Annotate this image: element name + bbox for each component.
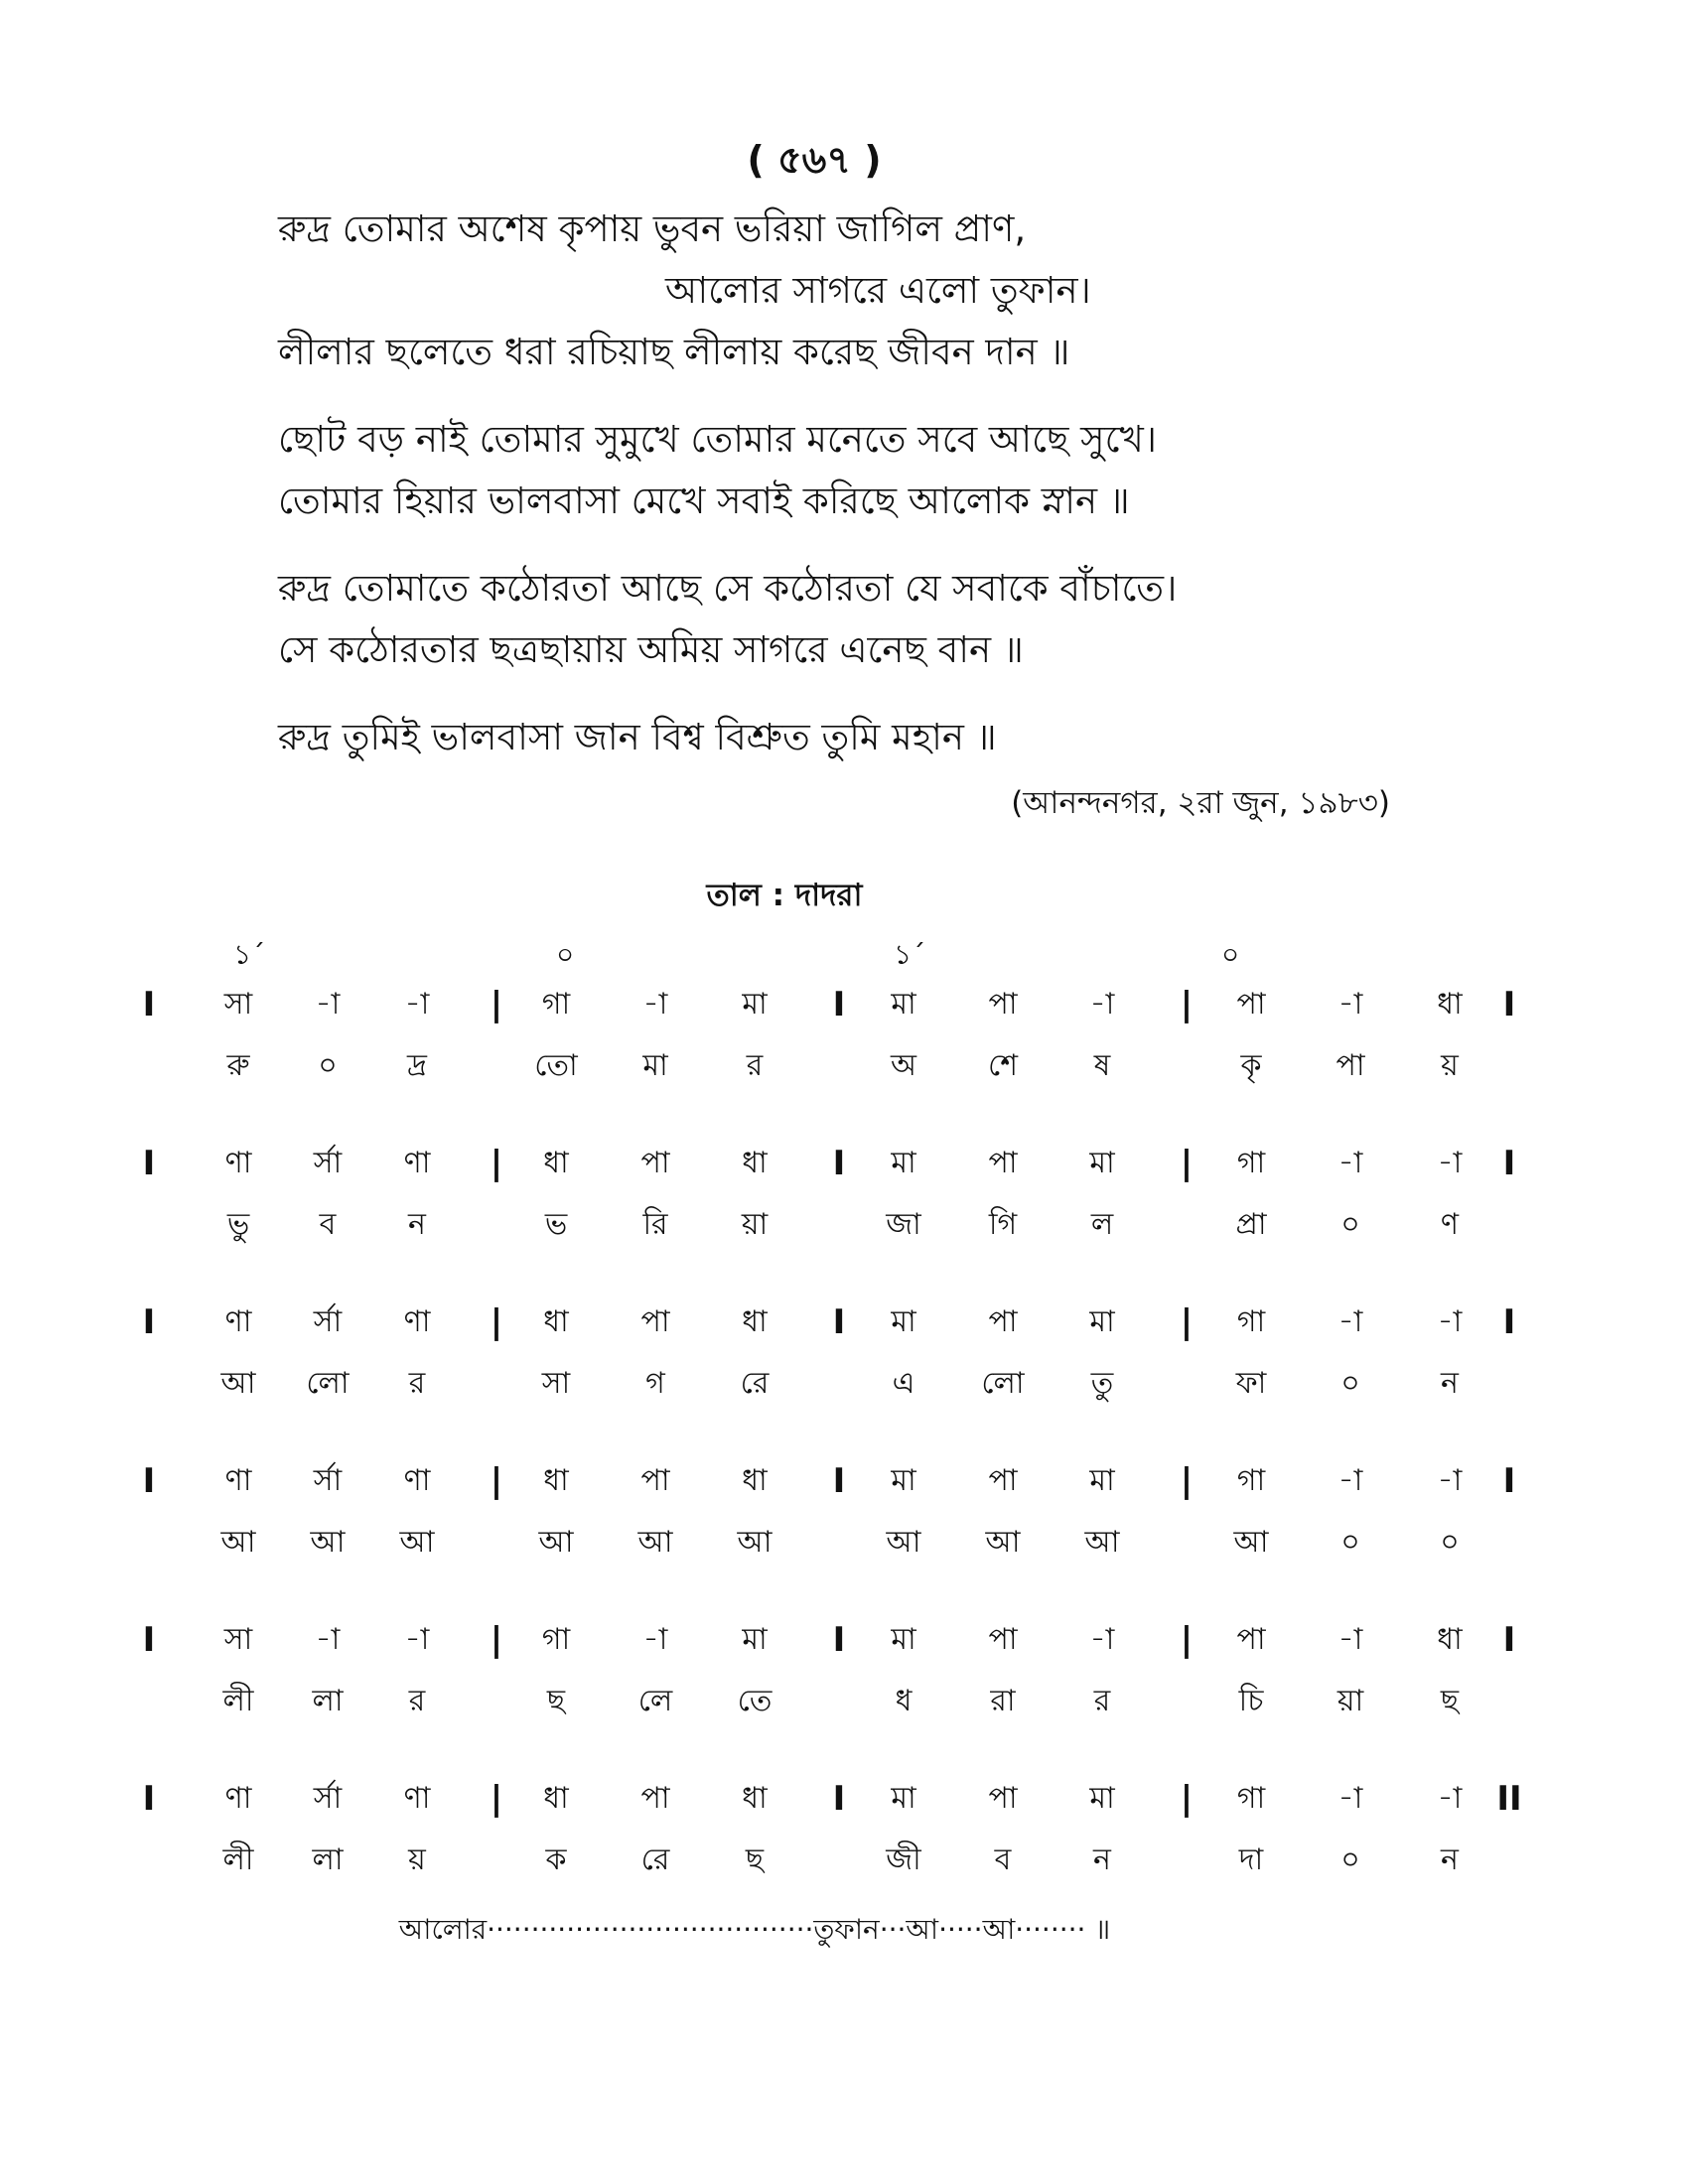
bar-line: I: [142, 1302, 156, 1342]
notation-table: [0, 983, 1688, 1936]
swara-note: ধা: [543, 1781, 569, 1816]
lyric-syllable: গি: [988, 1207, 1018, 1242]
notation-row: [0, 1142, 1688, 1300]
swara-note: -া: [315, 1622, 341, 1657]
lyric-syllable: আ: [538, 1525, 574, 1560]
beat-marks: [0, 933, 1688, 973]
lyric-syllable: ন: [408, 1207, 426, 1242]
lyric-syllable: চি: [1238, 1684, 1264, 1718]
lyric-syllable: য়: [408, 1843, 426, 1877]
lyric-syllable: গ: [645, 1366, 665, 1401]
swara-note: -া: [1089, 987, 1115, 1022]
notation-row: [0, 1618, 1688, 1777]
bar-line: I: [832, 1302, 846, 1342]
swara-note: -া: [1337, 987, 1363, 1022]
lyric-syllable: লে: [637, 1684, 673, 1718]
lyric-syllable: র: [408, 1366, 426, 1401]
bar-line: |: [490, 1461, 503, 1501]
lyric-syllable: দা: [1238, 1843, 1264, 1877]
page-number: ( ৫৬৭ ): [747, 138, 882, 182]
swara-note: -া: [1337, 1146, 1363, 1180]
bar-line: |: [1180, 1302, 1194, 1342]
swara-note: -া: [404, 987, 430, 1022]
swara-note: -া: [1437, 1304, 1463, 1339]
bar-line: I: [142, 985, 156, 1024]
lyric-syllable: আ: [985, 1525, 1021, 1560]
lyric-syllable: ল: [1090, 1207, 1114, 1242]
swara-note: মা: [742, 1622, 768, 1657]
swara-note: মা: [742, 987, 768, 1022]
lyric-line: আলোর সাগরে এলো তুফান।: [665, 269, 1091, 312]
swara-note: মা: [1089, 1146, 1115, 1180]
swara-note: মা: [1089, 1304, 1115, 1339]
lyric-syllable: র: [746, 1048, 764, 1083]
swara-note: মা: [891, 1146, 916, 1180]
lyric-syllable: আ: [399, 1525, 435, 1560]
beat-mark: ০: [1221, 938, 1240, 971]
lyric-syllable: আ: [1233, 1525, 1269, 1560]
lyric-syllable: লী: [222, 1684, 254, 1718]
lyric-syllable: ফা: [1235, 1366, 1267, 1401]
swara-note: পা: [988, 1463, 1018, 1498]
bar-line: |: [1180, 1779, 1194, 1819]
bar-line: I: [1502, 985, 1516, 1024]
lyric-syllable: ন: [1441, 1366, 1459, 1401]
bar-line: |: [490, 1302, 503, 1342]
swara-note: -া: [1337, 1304, 1363, 1339]
lyric-syllable: ণ: [1440, 1207, 1460, 1242]
swara-note: -া: [1437, 1146, 1463, 1180]
notation-row: [0, 1300, 1688, 1459]
lyric-syllable: রা: [990, 1684, 1016, 1718]
bar-line: I: [832, 1779, 846, 1819]
notation-row: [0, 983, 1688, 1142]
lyric-syllable: ষ: [1093, 1048, 1111, 1083]
lyric-syllable: ক: [545, 1843, 567, 1877]
lyric-syllable: ০: [318, 1048, 338, 1083]
bar-line: |: [1180, 1620, 1194, 1660]
swara-note: ণা: [403, 1304, 431, 1339]
swara-note: -া: [642, 987, 668, 1022]
lyric-syllable: ছ: [1440, 1684, 1460, 1718]
bar-line: |: [490, 1620, 503, 1660]
lyric-syllable: ছ: [745, 1843, 765, 1877]
lyric-line: লীলার ছলেতে ধরা রচিয়াছ লীলায় করেছ জীবন দান ॥: [278, 331, 1070, 373]
swara-note: ধা: [543, 1463, 569, 1498]
lyric-syllable: লা: [312, 1843, 344, 1877]
notation-row: [0, 1459, 1688, 1618]
swara-note: -া: [1337, 1463, 1363, 1498]
swara-note: পা: [640, 1146, 670, 1180]
swara-note: গা: [541, 1622, 571, 1657]
swara-note: পা: [988, 1622, 1018, 1657]
bar-line: I: [1502, 1302, 1516, 1342]
swara-note: -া: [1337, 1622, 1363, 1657]
swara-note: পা: [1236, 1622, 1266, 1657]
lyric-syllable: অ: [891, 1048, 916, 1083]
swara-note: ধা: [543, 1146, 569, 1180]
lyric-syllable: মা: [642, 1048, 668, 1083]
lyric-line: তোমার হিয়ার ভালবাসা মেখে সবাই করিছে আলোক স্নান ॥: [278, 479, 1130, 522]
swara-note: গা: [1236, 1146, 1266, 1180]
swara-note: পা: [988, 1304, 1018, 1339]
lyric-syllable: আ: [637, 1525, 673, 1560]
bar-line: I: [142, 1779, 156, 1819]
lyric-syllable: তো: [534, 1048, 578, 1083]
lyric-syllable: রে: [740, 1366, 770, 1401]
lyric-syllable: র: [1093, 1684, 1111, 1718]
place-date: (আনন্দনগর, ২রা জুন, ১৯৮৩): [1011, 785, 1390, 821]
lyric-syllable: আ: [886, 1525, 921, 1560]
swara-note: ণা: [403, 1146, 431, 1180]
lyric-line: রুদ্র তোমাতে কঠোরতা আছে সে কঠোরতা যে সবাকে বাঁচাতে।: [278, 567, 1178, 610]
swara-note: -া: [1337, 1781, 1363, 1816]
bar-line: I: [1502, 1461, 1516, 1501]
swara-note: মা: [891, 987, 916, 1022]
bar-line: |: [1180, 1461, 1194, 1501]
stanza: [278, 409, 1450, 532]
swara-note: ধা: [1437, 987, 1463, 1022]
bar-line: I: [832, 1144, 846, 1183]
swara-note: -া: [1437, 1781, 1463, 1816]
beat-mark: ১´: [233, 938, 266, 971]
bar-line: I: [142, 1620, 156, 1660]
swara-note: গা: [1236, 1781, 1266, 1816]
lyric-line: রুদ্র তোমার অশেষ কৃপায় ভুবন ভরিয়া জাগিল প্রাণ,: [278, 207, 1027, 250]
beat-mark: ০: [556, 938, 575, 971]
swara-note: পা: [640, 1463, 670, 1498]
lyric-syllable: লা: [312, 1684, 344, 1718]
swara-note: ধা: [742, 1463, 768, 1498]
lyric-syllable: ছ: [546, 1684, 566, 1718]
lyric-syllable: ধ: [895, 1684, 913, 1718]
swara-note: সা: [223, 987, 253, 1022]
lyric-line: সে কঠোরতার ছত্রছায়ায় অমিয় সাগরে এনেছ বান ॥: [278, 628, 1024, 671]
stanza: [278, 558, 1450, 681]
lyric-syllable: য়া: [1336, 1684, 1364, 1718]
bar-line: I: [832, 985, 846, 1024]
bar-line: I: [1502, 1144, 1516, 1183]
bar-line: I: [142, 1461, 156, 1501]
swara-note: পা: [988, 1781, 1018, 1816]
lyric-syllable: এ: [892, 1366, 915, 1401]
swara-note: ণা: [403, 1781, 431, 1816]
lyric-syllable: লী: [222, 1843, 254, 1877]
stanza: [278, 707, 1450, 768]
footer-refrain: আলোর·····································তুফান···আ·····আ········ ॥: [398, 1913, 1111, 1946]
lyrics-block: [278, 199, 1450, 794]
lyric-syllable: র: [408, 1684, 426, 1718]
lyric-syllable: রে: [640, 1843, 670, 1877]
lyric-syllable: শে: [988, 1048, 1018, 1083]
swara-note: গা: [1236, 1463, 1266, 1498]
lyric-syllable: আ: [737, 1525, 773, 1560]
swara-note: -া: [1089, 1622, 1115, 1657]
swara-note: ধা: [742, 1781, 768, 1816]
lyric-syllable: ০: [1340, 1525, 1360, 1560]
lyric-syllable: আ: [310, 1525, 346, 1560]
bar-line: I: [1502, 1620, 1516, 1660]
lyric-syllable: ন: [1441, 1843, 1459, 1877]
swara-note: র্সা: [313, 1463, 343, 1498]
swara-note: গা: [541, 987, 571, 1022]
lyric-syllable: ০: [1340, 1366, 1360, 1401]
stanza: [278, 199, 1450, 383]
lyric-syllable: ০: [1340, 1843, 1360, 1877]
lyric-syllable: য়া: [741, 1207, 769, 1242]
swara-note: মা: [1089, 1463, 1115, 1498]
lyric-syllable: ব: [994, 1843, 1012, 1877]
bar-line: |: [1180, 1144, 1194, 1183]
lyric-syllable: লো: [981, 1366, 1025, 1401]
lyric-syllable: সা: [541, 1366, 571, 1401]
lyric-syllable: জী: [886, 1843, 921, 1877]
swara-note: গা: [1236, 1304, 1266, 1339]
swara-note: পা: [640, 1781, 670, 1816]
swara-note: র্সা: [313, 1146, 343, 1180]
lyric-syllable: ব: [319, 1207, 337, 1242]
swara-note: মা: [891, 1622, 916, 1657]
lyric-syllable: রি: [642, 1207, 668, 1242]
lyric-syllable: ভু: [226, 1207, 250, 1242]
swara-note: মা: [891, 1781, 916, 1816]
lyric-syllable: তু: [1090, 1366, 1114, 1401]
lyric-syllable: পা: [1336, 1048, 1365, 1083]
swara-note: র্সা: [313, 1304, 343, 1339]
swara-note: মা: [891, 1463, 916, 1498]
swara-note: সা: [223, 1622, 253, 1657]
lyric-syllable: ০: [1440, 1525, 1460, 1560]
tala-label: তাল : দাদরা: [706, 878, 863, 913]
lyric-syllable: কৃ: [1240, 1048, 1262, 1083]
bar-line: II: [1496, 1779, 1522, 1819]
beat-mark: ১´: [894, 938, 926, 971]
lyric-syllable: ন: [1093, 1843, 1111, 1877]
bar-line: |: [490, 1779, 503, 1819]
swara-note: মা: [1089, 1781, 1115, 1816]
lyric-syllable: আ: [220, 1366, 256, 1401]
lyric-syllable: য়: [1441, 1048, 1459, 1083]
swara-note: র্সা: [313, 1781, 343, 1816]
bar-line: |: [490, 985, 503, 1024]
swara-note: মা: [891, 1304, 916, 1339]
lyric-syllable: রু: [226, 1048, 250, 1083]
swara-note: পা: [640, 1304, 670, 1339]
swara-note: ণা: [224, 1463, 252, 1498]
swara-note: পা: [988, 987, 1018, 1022]
bar-line: I: [832, 1620, 846, 1660]
swara-note: পা: [1236, 987, 1266, 1022]
bar-line: I: [832, 1461, 846, 1501]
swara-note: পা: [988, 1146, 1018, 1180]
bar-line: |: [1180, 985, 1194, 1024]
swara-note: -া: [1437, 1463, 1463, 1498]
swara-note: ণা: [224, 1304, 252, 1339]
bar-line: I: [142, 1144, 156, 1183]
swara-note: ধা: [543, 1304, 569, 1339]
swara-note: -া: [404, 1622, 430, 1657]
lyric-syllable: আ: [220, 1525, 256, 1560]
swara-note: -া: [315, 987, 341, 1022]
lyric-syllable: প্রা: [1235, 1207, 1267, 1242]
lyric-line: রুদ্র তুমিই ভালবাসা জান বিশ্ব বিশ্রুত তুমি মহান ॥: [278, 716, 997, 758]
swara-note: ণা: [224, 1146, 252, 1180]
swara-note: ধা: [742, 1146, 768, 1180]
swara-note: ণা: [403, 1463, 431, 1498]
swara-note: ণা: [224, 1781, 252, 1816]
lyric-syllable: ভ: [544, 1207, 568, 1242]
bar-line: |: [490, 1144, 503, 1183]
swara-note: -া: [642, 1622, 668, 1657]
lyric-syllable: লো: [306, 1366, 350, 1401]
lyric-syllable: আ: [1084, 1525, 1120, 1560]
lyric-syllable: দ্র: [407, 1048, 427, 1083]
swara-note: ধা: [1437, 1622, 1463, 1657]
lyric-syllable: জা: [886, 1207, 921, 1242]
lyric-line: ছোট বড় নাই তোমার সুমুখে তোমার মনেতে সবে আছে সুখে।: [278, 418, 1157, 461]
lyric-syllable: ০: [1340, 1207, 1360, 1242]
swara-note: ধা: [742, 1304, 768, 1339]
lyric-syllable: তে: [737, 1684, 773, 1718]
